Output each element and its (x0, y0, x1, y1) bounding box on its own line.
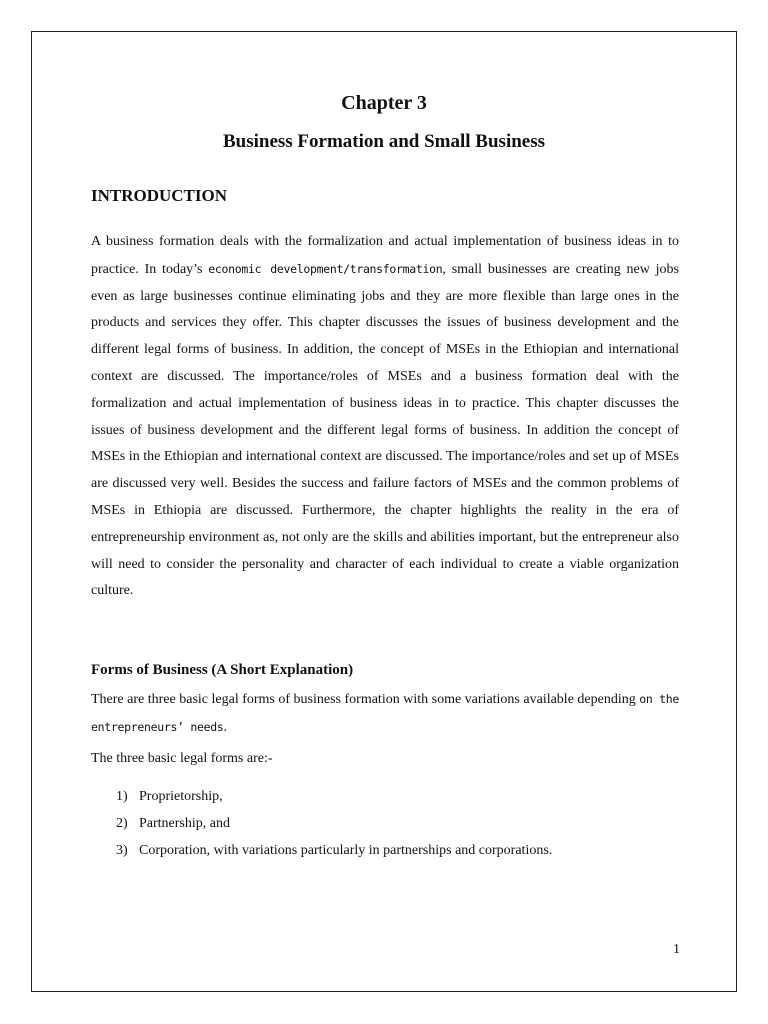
list-item-number: 3) (116, 843, 128, 858)
list-item-text: Partnership, and (139, 816, 230, 831)
list-item-text: Corporation, with variations particularly in partnerships and corporations. (139, 843, 553, 858)
list-item (116, 842, 676, 869)
chapter-number: Chapter 3 (341, 92, 427, 114)
chapter-title: Business Formation and Small Business (222, 131, 546, 152)
page-number: 1 (673, 942, 680, 957)
list-item-text: Proprietorship, (139, 789, 223, 804)
legal-forms-list (116, 788, 676, 869)
forms-text-part1: There are three basic legal forms of business formation with some variations available depending (91, 692, 640, 707)
intro-text-part2: , small businesses are creating new jobs even as large businesses continue eliminating jobs and they are more flexible than large ones in the products and services they offer. This chapter discusses the issues of business development and the different legal forms of business. In addition, the concept of MSEs in the Ethiopian and international context are discussed. The importance/roles of MSEs and a business formation deal with the formalization and actual implementation of business ideas in to practice. This chapter discusses the issues of business development and the different legal forms of business. In addition the concept of MSEs in the Ethiopian and international context are discussed. The importance/roles and set up of MSEs are discussed very well. Besides the success and failure factors of MSEs and the common problems of MSEs in Ethiopia are discussed. Furthermore, the chapter highlights the reality in the era of entrepreneurship environment as, not only are the skills and abilities important, but the entrepreneur also will need to consider the personality and character of each individual to create a viable organization culture. (91, 261, 679, 599)
list-item-number: 1) (116, 789, 128, 804)
list-item (116, 788, 676, 815)
intro-text-mono: economic development/transformation (208, 261, 443, 276)
forms-text-mono: on the entrepreneurs’ needs (91, 692, 679, 734)
intro-text-part1: A business formation deals with the formalization and actual implementation of business ideas in to practice. In today’s (91, 234, 679, 277)
forms-of-business-heading: Forms of Business (A Short Explanation) (91, 662, 354, 678)
forms-text-part2: . (223, 719, 227, 735)
introduction-paragraph (91, 229, 679, 605)
list-item-number: 2) (116, 816, 128, 831)
introduction-heading: INTRODUCTION (91, 186, 228, 205)
list-intro: The three basic legal forms are:- (91, 751, 273, 766)
list-item (116, 815, 676, 842)
forms-of-business-paragraph (91, 686, 679, 742)
